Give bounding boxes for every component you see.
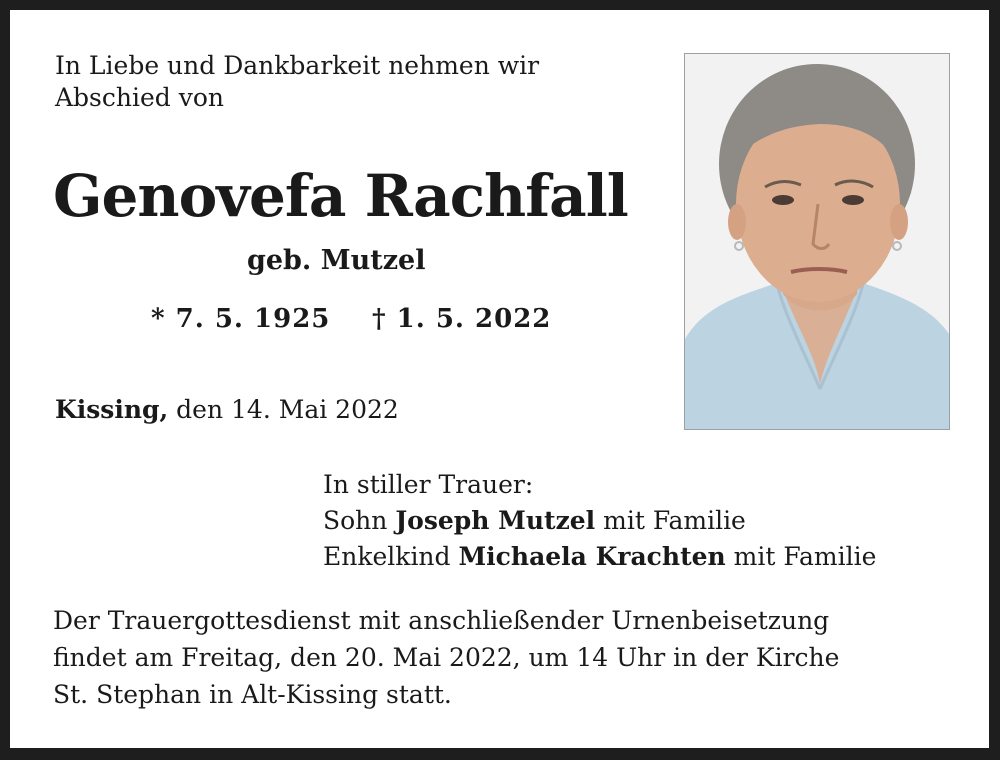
place-name: Kissing, — [55, 395, 169, 424]
notice-date: den 14. Mai 2022 — [168, 395, 399, 424]
intro-line-2: Abschied von — [55, 83, 225, 112]
birth-date: * 7. 5. 1925 — [151, 304, 331, 334]
intro-line-1: In Liebe und Dankbarkeit nehmen wir — [55, 51, 540, 80]
mourner-row — [323, 539, 876, 575]
obituary-card — [10, 10, 989, 748]
birth-name: geb. Mutzel — [247, 245, 426, 276]
service-line-3: St. Stephan in Alt-Kissing statt. — [53, 680, 452, 709]
place-and-date — [55, 395, 399, 424]
deceased-name: Genovefa Rachfall — [53, 162, 628, 230]
mourner-relation: Enkelkind — [323, 542, 459, 571]
mourner-suffix: mit Familie — [595, 506, 746, 535]
death-date: † 1. 5. 2022 — [372, 304, 552, 334]
mourners-heading: In stiller Trauer: — [323, 470, 534, 499]
service-line-1: Der Trauergottesdienst mit anschließender Urnenbeisetzung — [53, 606, 830, 635]
mourners-block — [323, 467, 876, 575]
service-line-2: findet am Freitag, den 20. Mai 2022, um 14 Uhr in der Kirche — [53, 643, 840, 672]
mourner-suffix: mit Familie — [725, 542, 877, 571]
mourner-name: Joseph Mutzel — [395, 506, 596, 535]
mourner-name: Michaela Krachten — [458, 542, 726, 571]
service-text — [53, 602, 839, 713]
mourner-row — [323, 503, 876, 539]
portrait-illustration — [685, 54, 949, 429]
intro-text — [55, 50, 539, 114]
mourner-relation: Sohn — [323, 506, 396, 535]
portrait-photo — [684, 53, 950, 430]
